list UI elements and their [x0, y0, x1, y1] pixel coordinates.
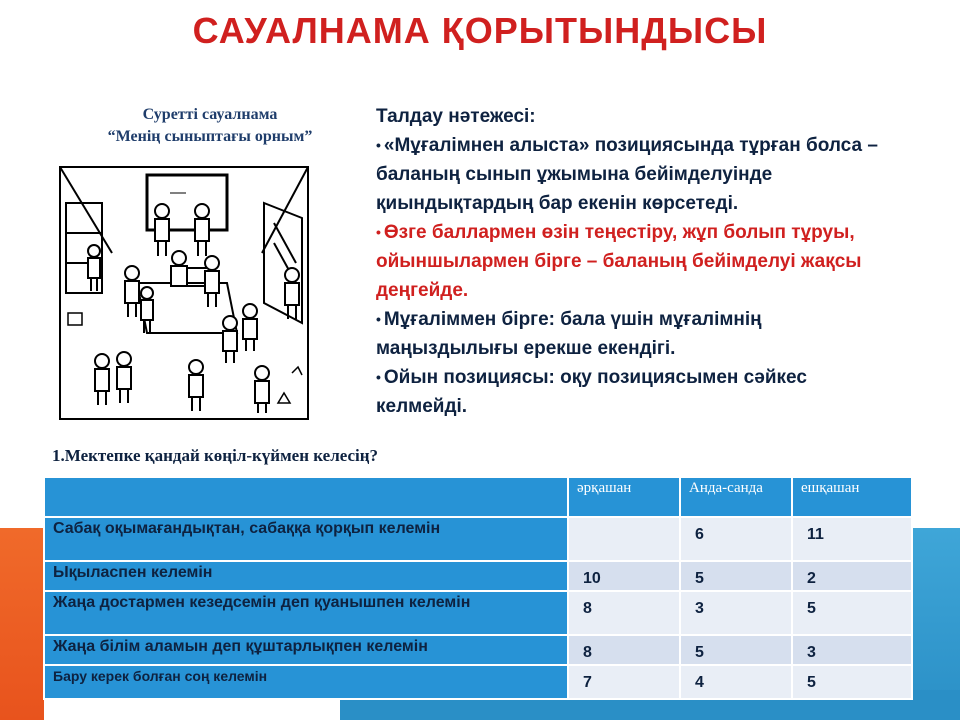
cell-value: 5	[680, 635, 792, 665]
analysis-point-3	[376, 305, 896, 363]
cell-value: 3	[792, 635, 912, 665]
table-header-cell: ешқашан	[792, 477, 912, 517]
analysis-point-text: «Мұғалімнен алыста» позициясында тұрған болса – баланың сынып ұжымына бейімделуінде қиындықтардың бар екенін көрсетеді.	[376, 135, 878, 214]
analysis-point-1	[376, 131, 896, 218]
cell-value: 10	[568, 561, 680, 591]
cell-value: 7	[568, 665, 680, 699]
analysis-point-text: Ойын позициясы: оқу позициясымен сәйкес келмейді.	[376, 367, 807, 417]
cell-value: 5	[680, 561, 792, 591]
cell-value: 5	[792, 665, 912, 699]
caption-line-1: Суретті сауалнама	[142, 106, 278, 123]
cell-value: 4	[680, 665, 792, 699]
cell-value: 11	[792, 517, 912, 561]
analysis-heading: Талдау нәтежесі:	[376, 106, 536, 127]
analysis-point-4	[376, 363, 896, 421]
drawing-caption	[60, 104, 360, 148]
cell-value: 3	[680, 591, 792, 635]
table-row	[44, 635, 912, 665]
table-header-cell: Анда-санда	[680, 477, 792, 517]
bullet-icon: •	[376, 369, 381, 385]
cell-value	[568, 517, 680, 561]
caption-line-2: “Менің сыныптағы орным”	[107, 128, 313, 145]
bullet-icon: •	[376, 137, 381, 153]
survey-question: 1.Мектепке қандай көңіл-күймен келесің?	[52, 446, 379, 465]
table-row	[44, 561, 912, 591]
bullet-icon: •	[376, 224, 381, 240]
analysis-point-2	[376, 218, 896, 305]
table-header-cell	[44, 477, 568, 517]
table-row	[44, 591, 912, 635]
table-row	[44, 517, 912, 561]
analysis-panel	[376, 102, 896, 421]
bullet-icon: •	[376, 311, 381, 327]
row-label: Сабақ оқымағандықтан, сабаққа қорқып келемін	[44, 517, 568, 561]
cell-value: 8	[568, 591, 680, 635]
table-row	[44, 665, 912, 699]
analysis-point-text: Өзге баллармен өзін теңестіру, жұп болып тұруы, ойыншылармен бірге – баланың бейімделуі жақсы деңгейде.	[376, 222, 862, 301]
row-label: Бару керек болған соң келемін	[44, 665, 568, 699]
page-title: САУАЛНАМА ҚОРЫТЫНДЫСЫ	[192, 10, 768, 51]
table-header-row	[44, 477, 912, 517]
cell-value: 8	[568, 635, 680, 665]
analysis-point-text: Мұғаліммен бірге: бала үшін мұғалімнің маңыздылығы ерекше екендігі.	[376, 309, 762, 359]
classroom-sketch-icon	[52, 163, 312, 423]
decor-orange-block	[0, 528, 44, 720]
table-header-cell: әрқашан	[568, 477, 680, 517]
cell-value: 6	[680, 517, 792, 561]
cell-value: 2	[792, 561, 912, 591]
row-label: Жаңа білім аламын деп құштарлықпен келемін	[44, 635, 568, 665]
survey-table	[43, 476, 913, 700]
row-label: Ықыласпен келемін	[44, 561, 568, 591]
cell-value: 5	[792, 591, 912, 635]
row-label: Жаңа достармен кезедсемін деп қуанышпен келемін	[44, 591, 568, 635]
